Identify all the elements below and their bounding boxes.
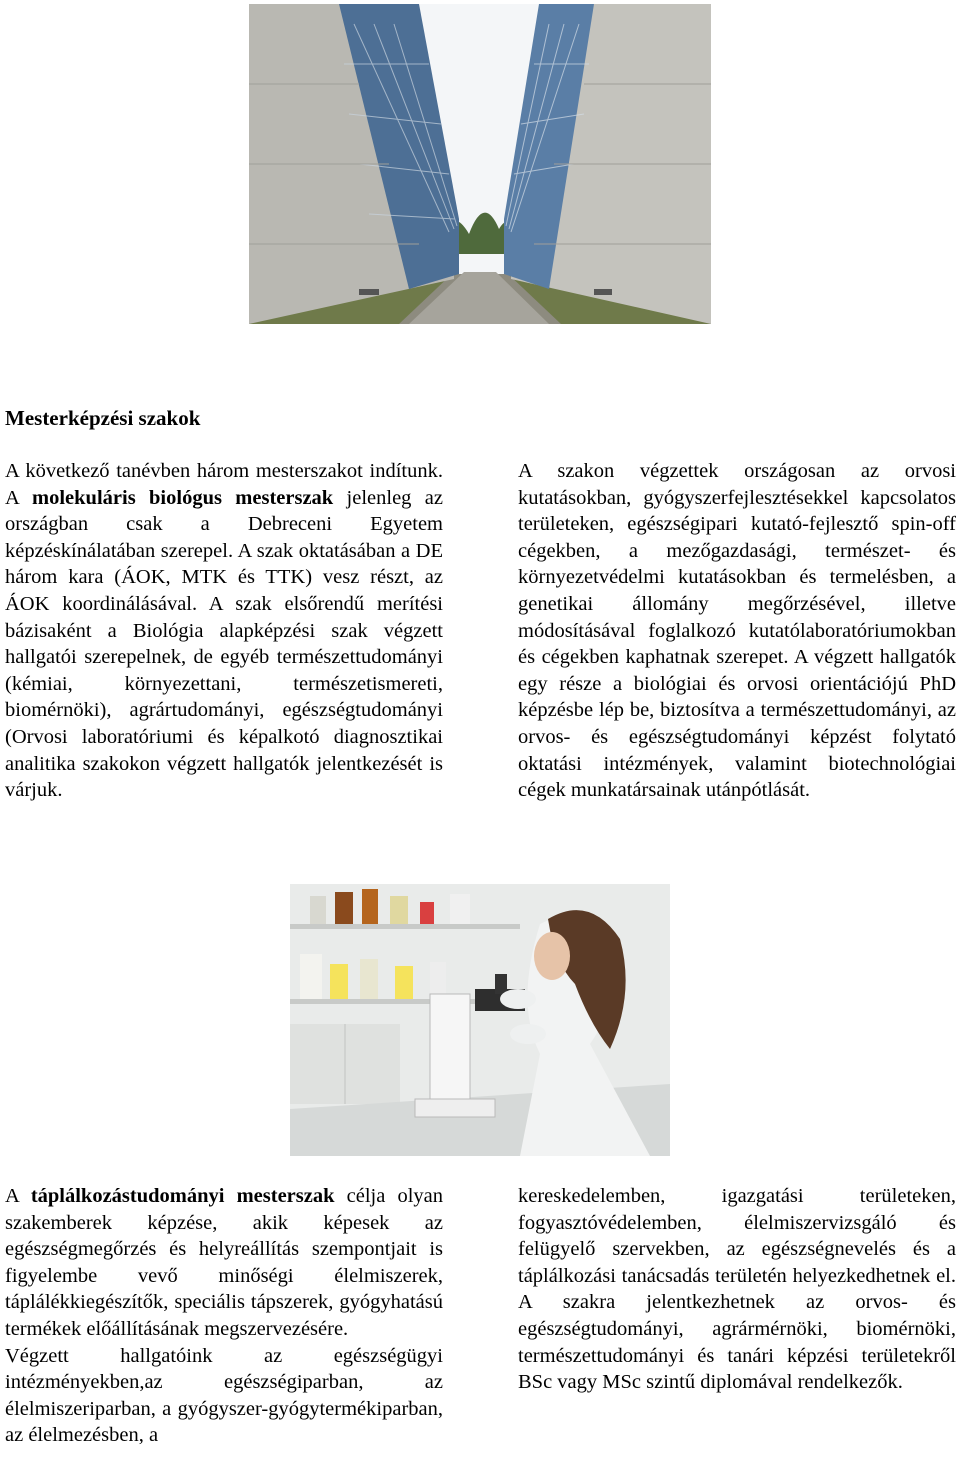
laboratory-photo bbox=[290, 884, 670, 1156]
page-title: Mesterképzési szakok bbox=[5, 406, 201, 430]
nutrition-intro-paragraph: A táplálkozástudományi mesterszak célja olyan szakemberek képzése, akik képesek az egészségmegőrzés és helyreállítás szempontjait is figyelembe vevő minőségi élelmiszerek, táplálékkiegészítők, speciális tápszerek, gyógyhatású termékek előállításának megszervezésére. bbox=[5, 1185, 443, 1340]
building-photo bbox=[249, 4, 711, 324]
nutrition-column-left bbox=[5, 1183, 443, 1449]
intro-column-right bbox=[518, 458, 956, 804]
nutrition-program-name: táplálkozástudományi mesterszak bbox=[30, 1185, 335, 1207]
career-paragraph: A szakon végzettek országosan az orvosi kutatásokban, gyógyszerfejlesztésekkel kapcsolatos területeken, egészségipari kutató-fejlesztő spin-off cégekben, a mezőgazdasági, természet- és környezetvédelmi kutatásokban és termelésben, a genetikai állomány megőrzésével, illetve módosításával foglalkozó kutatólaboratóriumokban és cégekben kaphatnak szerepet. A végzett hallgatók egy része a biológiai és orvosi orientációjú PhD képzésbe lép be, biztosítva a természettudományi, az orvos- és egészségtudományi képzést folytató oktatási intézmények, valamint biotechnológiai cégek munkatársainak utánpótlását. bbox=[518, 460, 956, 802]
nutrition-column-right bbox=[518, 1183, 956, 1396]
nutrition-career-paragraph-continued: kereskedelemben, igazgatási területeken, fogyasztóvédelemben, élelmiszervizsgáló és felügyelő szervekben, az egészségnevelés és a táplálkozási tanácsadás területén helyezkedhetnek el. A szakra jelentkezhetnek az orvos- és egészségtudományi, agrármérnöki, biomérnöki, természettudományi és tanári képzési területekről BSc vagy MSc szintű diplomával rendelkezők. bbox=[518, 1185, 956, 1394]
molecular-biology-program-name: molekuláris biológus mesterszak bbox=[32, 486, 334, 509]
intro-column-left bbox=[5, 458, 443, 804]
nutrition-career-paragraph: Végzett hallgatóink az egészségügyi intézményekben,az egészségiparban, az élelmiszeriparban, a gyógyszer-gyógytermékiparban, az élelmezésben, a bbox=[5, 1344, 443, 1447]
intro-paragraph: A következő tanévben három mesterszakot indítunk. A molekuláris biológus mesterszak jelenleg az országban csak a Debreceni Egyetem képzéskínálatában szerepel. A szak oktatásában a DE három kara (ÁOK, MTK és TTK) vesz részt, az ÁOK koordinálásával. A szak elsőrendű merítési bázisaként a Biológia alapképzési szak végzett hallgatói szerepelnek, de egyéb természettudományi (kémiai, környezettani, természetismereti, biomérnöki), agrártudományi, egészségtudományi (Orvosi laboratóriumi és képalkotó diagnosztikai analitika szakokon végzett hallgatók jelentkezését is várjuk. bbox=[5, 460, 443, 802]
